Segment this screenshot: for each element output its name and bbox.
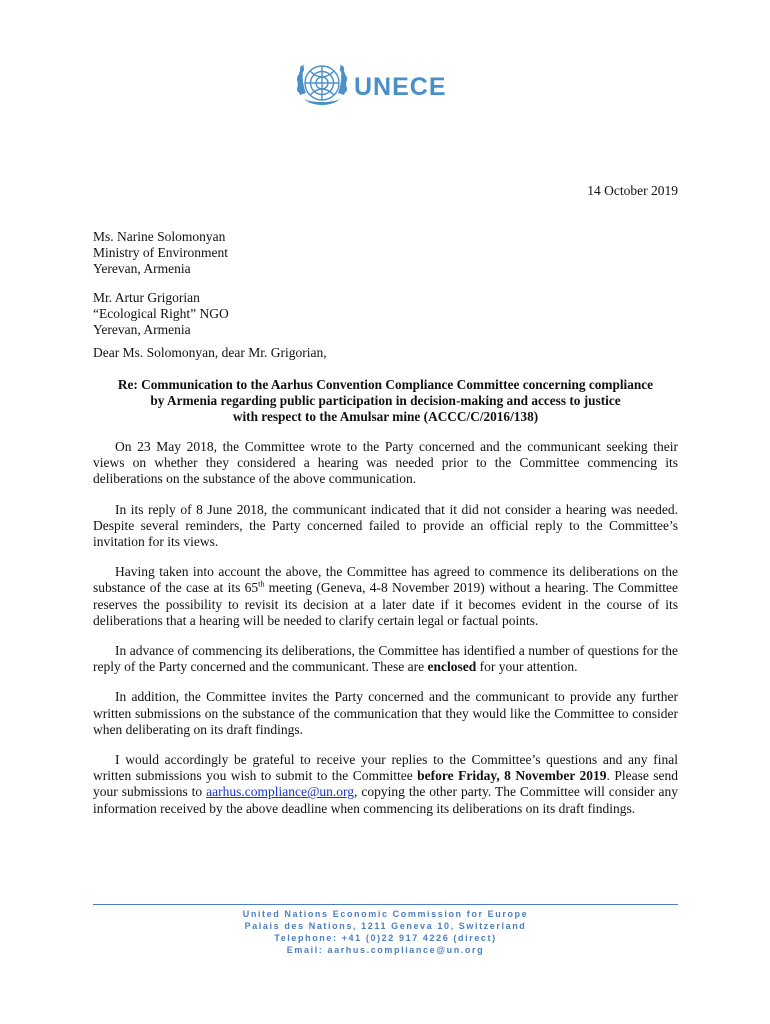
text-span: , copying the other party. The Committee will consider any information received by the above deadline when commencing its deliberations on its draft findings. [93, 784, 678, 816]
unece-logo [292, 54, 447, 116]
recipient-address-1 [93, 229, 228, 277]
footer [93, 908, 678, 956]
footer-line: Telephone: +41 (0)22 917 4226 (direct) [274, 933, 497, 943]
paragraph-2: In its reply of 8 June 2018, the communicant indicated that it did not consider a hearing was needed. Despite several reminders, the Party concerned failed to provide an official reply to the Committee’s invitation for its views. [93, 501, 678, 550]
footer-line: United Nations Economic Commission for Europe [242, 909, 529, 919]
text-span: for your attention. [476, 659, 578, 675]
salutation: Dear Ms. Solomonyan, dear Mr. Grigorian, [93, 345, 327, 360]
letter-date: 14 October 2019 [587, 183, 678, 198]
subject-line: Re: Communication to the Aarhus Convention Compliance Committee concerning compliance [117, 377, 654, 392]
recipient-name: Mr. Artur Grigorian [93, 290, 200, 305]
subject-heading [93, 377, 678, 425]
subject-line: by Armenia regarding public participation in decision-making and access to justice [150, 393, 621, 408]
footer-divider [93, 904, 678, 905]
un-emblem-icon [292, 55, 352, 115]
recipient-name: Ms. Narine Solomonyan [93, 229, 226, 244]
footer-line: Email: aarhus.compliance@un.org [286, 945, 485, 955]
subject-line: with respect to the Amulsar mine (ACCC/C/2016/138) [232, 409, 539, 424]
text-span: . Please send your submissions to [93, 768, 678, 800]
recipient-organization: “Ecological Right” NGO [93, 306, 229, 321]
footer-line: Palais des Nations, 1211 Geneva 10, Switzerland [244, 921, 527, 931]
text-span: I would accordingly be grateful to receive your replies to the Committee’s questions and any final written submissions you wish to submit to the Committee [93, 752, 678, 784]
text-span: In advance of commencing its deliberations, the Committee has identified a number of questions for the reply of the Party concerned and the communicant. These are [93, 643, 678, 675]
deadline: before Friday, 8 November 2019 [417, 768, 607, 784]
paragraph-4 [93, 643, 678, 675]
paragraph-6 [93, 752, 678, 817]
recipient-city: Yerevan, Armenia [93, 261, 191, 276]
text-span: meeting (Geneva, 4-8 November 2019) without a hearing. The Committee reserves the possibility to revisit its decision at a later date if it becomes evident in the course of its deliberations that a hearing will be needed to clarify certain legal or factual points. [93, 580, 678, 628]
recipient-address-2 [93, 290, 229, 338]
paragraph-5: In addition, the Committee invites the Party concerned and the communicant to provide any further written submissions on the substance of the communication that they would like the Committee to consider when deliberating on its draft findings. [93, 689, 678, 737]
recipient-organization: Ministry of Environment [93, 245, 228, 260]
recipient-city: Yerevan, Armenia [93, 322, 191, 337]
logo-text: UNECE [354, 72, 447, 101]
email-link[interactable]: aarhus.compliance@un.org [206, 784, 355, 800]
paragraph-3 [93, 564, 678, 629]
paragraph-1: On 23 May 2018, the Committee wrote to the Party concerned and the communicant seeking their views on whether they considered a hearing was needed prior to the Committee commencing its deliberations on the substance of the above communication. [93, 439, 678, 487]
text-span: Having taken into account the above, the Committee has agreed to commence its deliberations on the substance of the case at its 65 [93, 564, 678, 596]
ordinal-suffix: th [258, 579, 265, 589]
emphasis: enclosed [427, 659, 477, 675]
letter-body [93, 439, 678, 831]
